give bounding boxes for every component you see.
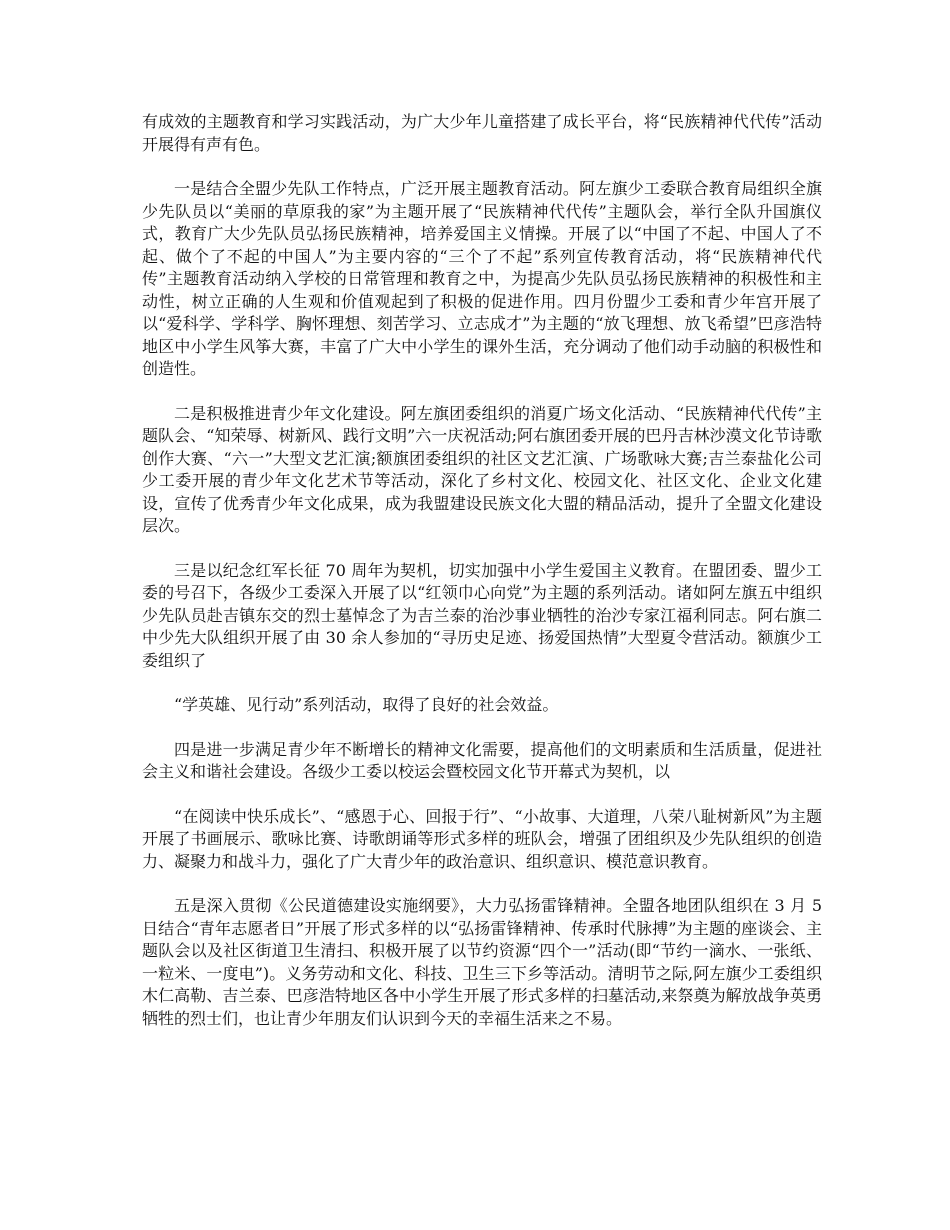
paragraph-youth-culture: 二是积极推进青少年文化建设。阿左旗团委组织的消夏广场文化活动、“民族精神代代传”主题队会、“知荣辱、树新风、践行文明”六一庆祝活动;阿右旗团委开展的巴丹吉林沙漠文化节诗歌创作大赛、“六一”大型文艺汇演;额旗团委组织的社区文艺汇演、广场歌咏大赛;吉兰泰盐化公司少工委开展的青少年文化艺术节等活动，深化了乡村文化、校园文化、社区文化、企业文化建设，宣传了优秀青少年文化成果，成为我盟建设民族文化大盟的精品活动，提升了全盟文化建设层次。 xyxy=(142,403,822,535)
paragraph-reading-growth: “在阅读中快乐成长”、“感恩于心、回报于行”、“小故事、大道理，八荣八耻树新风”为主题开展了书画展示、歌咏比赛、诗歌朗诵等形式多样的班队会，增强了团组织及少先队组织的创造力、凝聚力和战斗力，强化了广大青少年的政治意识、组织意识、模范意识教育。 xyxy=(142,806,822,871)
paragraph-long-march: 三是以纪念红军长征 70 周年为契机，切实加强中小学生爱国主义教育。在盟团委、盟少工委的号召下，各级少工委深入开展了以“红领巾心向党”为主题的系列活动。诸如阿左旗五中组织少先队员赴吉镇东交的烈士墓悼念了为吉兰泰的治沙事业牺牲的治沙专家江福利同志。阿右旗二中少先大队组织开展了由 30 余人参加的“寻历史足迹、扬爱国热情”大型夏令营活动。额旗少工委组织了 xyxy=(142,560,822,670)
paragraph-heroes-action: “学英雄、见行动”系列活动，取得了良好的社会效益。 xyxy=(174,695,559,714)
paragraph-continuation: 有成效的主题教育和学习实践活动，为广大少年儿童搭建了成长平台，将“民族精神代代传”活动开展得有声有色。 xyxy=(142,112,822,154)
paragraph-spiritual-culture: 四是进一步满足青少年不断增长的精神文化需要，提高他们的文明素质和生活质量，促进社会主义和谐社会建设。各级少工委以校运会暨校园文化节开幕式为契机，以 xyxy=(142,739,822,781)
paragraph-theme-education: 一是结合全盟少先队工作特点，广泛开展主题教育活动。阿左旗少工委联合教育局组织全旗少先队员以“美丽的草原我的家”为主题开展了“民族精神代代传”主题队会，举行全队升国旗仪式，教育广大少先队员弘扬民族精神，培养爱国主义情操。开展了以“中国了不起、中国人了不起、做个了不起的中国人”为主要内容的“三个了不起”系列宣传教育活动，将“民族精神代代传”主题教育活动纳入学校的日常管理和教育之中，为提高少先队员弘扬民族精神的积极性和主动性，树立正确的人生观和价值观起到了积极的促进作用。四月份盟少工委和青少年宫开展了以“爱科学、学科学、胸怀理想、刻苦学习、立志成才”为主题的“放飞理想、放飞希望”巴彦浩特地区中小学生风筝大赛，丰富了广大中小学生的课外生活，充分调动了他们动手动脑的积极性和创造性。 xyxy=(142,179,822,378)
paragraph-lei-feng: 五是深入贯彻《公民道德建设实施纲要》，大力弘扬雷锋精神。全盟各地团队组织在 3 月 5 日结合“青年志愿者日”开展了形式多样的以“弘扬雷锋精神、传承时代脉搏”为主题的座谈会、主题队会以及社区街道卫生清扫、积极开展了以节约资源“四个一”活动(即“节约一滴水、一张纸、一粒米、一度电”)。义务劳动和文化、科技、卫生三下乡等活动。清明节之际,阿左旗少工委组织木仁高勒、吉兰泰、巴彦浩特地区各中小学生开展了形式多样的扫墓活动,来祭奠为解放战争英勇牺牲的烈士们，也让青少年朋友们认识到今天的幸福生活来之不易。 xyxy=(142,896,822,1028)
document-body xyxy=(142,111,822,1052)
